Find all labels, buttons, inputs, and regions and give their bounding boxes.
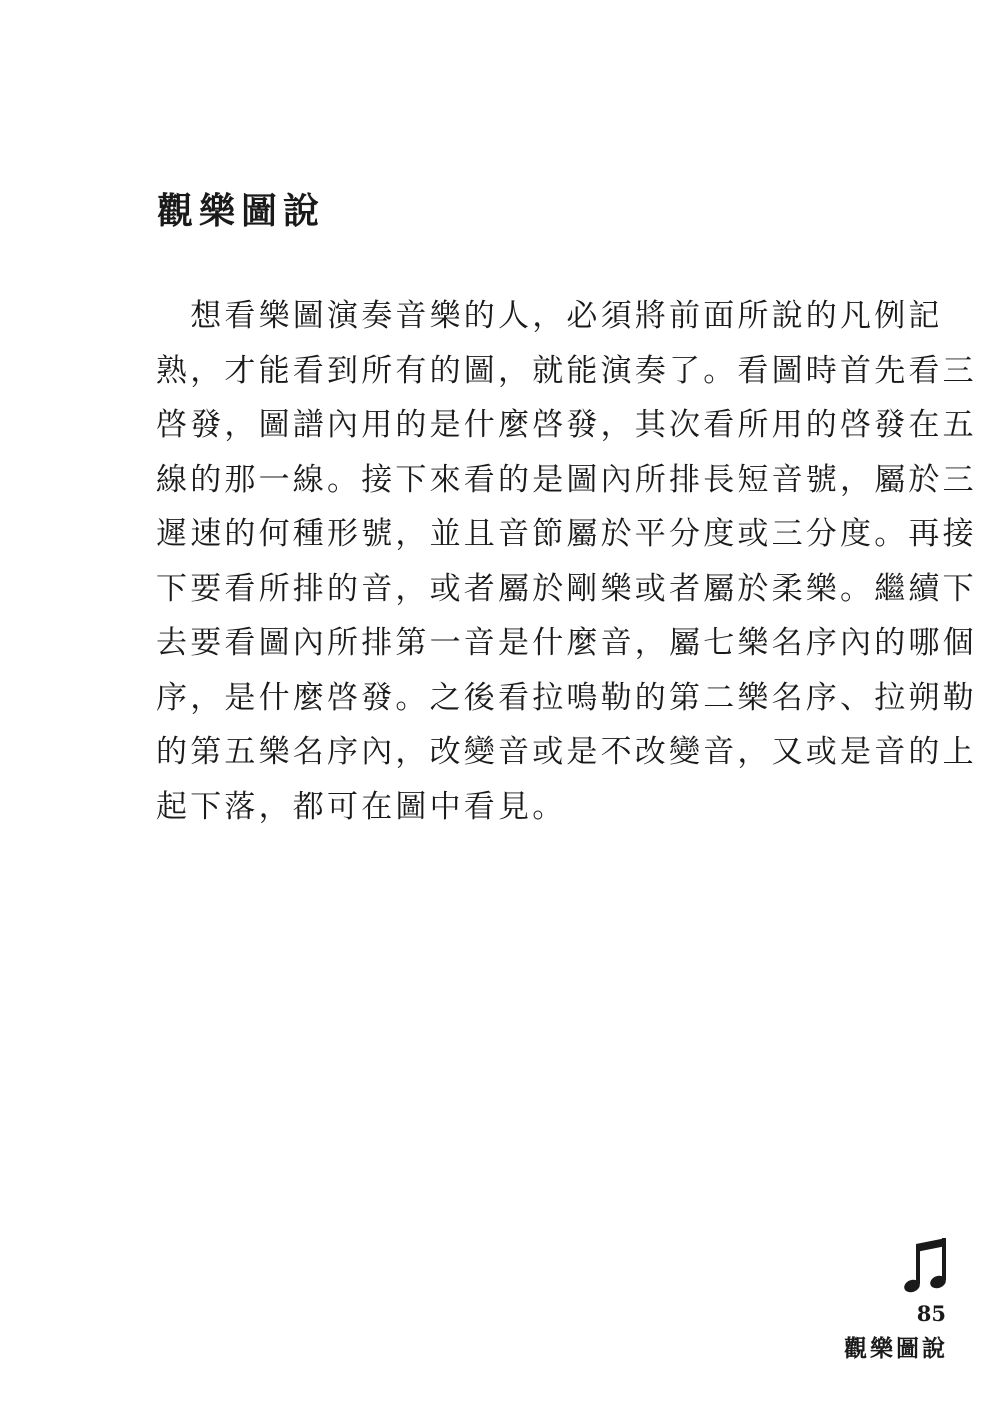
body-line: 的第五樂名序內，改變音或是不改變音，又或是音的上 xyxy=(156,734,977,770)
running-title: 觀樂圖說 xyxy=(844,1336,948,1362)
body-line: 想看樂圖演奏音樂的人，必須將前面所說的凡例記 xyxy=(156,298,943,334)
body-line: 序，是什麼啓發。之後看拉鳴勒的第二樂名序、拉朔勒 xyxy=(156,679,977,716)
page-title: 觀樂圖說 xyxy=(157,191,326,232)
body-line: 下要看所排的音，或者屬於剛樂或者屬於柔樂。繼續下 xyxy=(156,570,977,607)
body-line: 線的那一線。接下來看的是圖內所排長短音號，屬於三 xyxy=(156,461,977,498)
music-note-icon xyxy=(904,1236,950,1296)
page-number: 85 xyxy=(916,1301,946,1326)
body-line: 啓發，圖譜內用的是什麼啓發，其次看所用的啓發在五 xyxy=(156,407,977,443)
body-line: 遲速的何種形號，並且音節屬於平分度或三分度。再接 xyxy=(156,516,977,552)
body-line: 起下落，都可在圖中看見。 xyxy=(156,788,567,825)
body-line: 熟，才能看到所有的圖，就能演奏了。看圖時首先看三 xyxy=(156,352,977,389)
body-paragraph xyxy=(156,289,977,834)
body-line: 去要看圖內所排第一音是什麼音，屬七樂名序內的哪個 xyxy=(156,625,977,661)
page-footer xyxy=(810,1236,950,1364)
